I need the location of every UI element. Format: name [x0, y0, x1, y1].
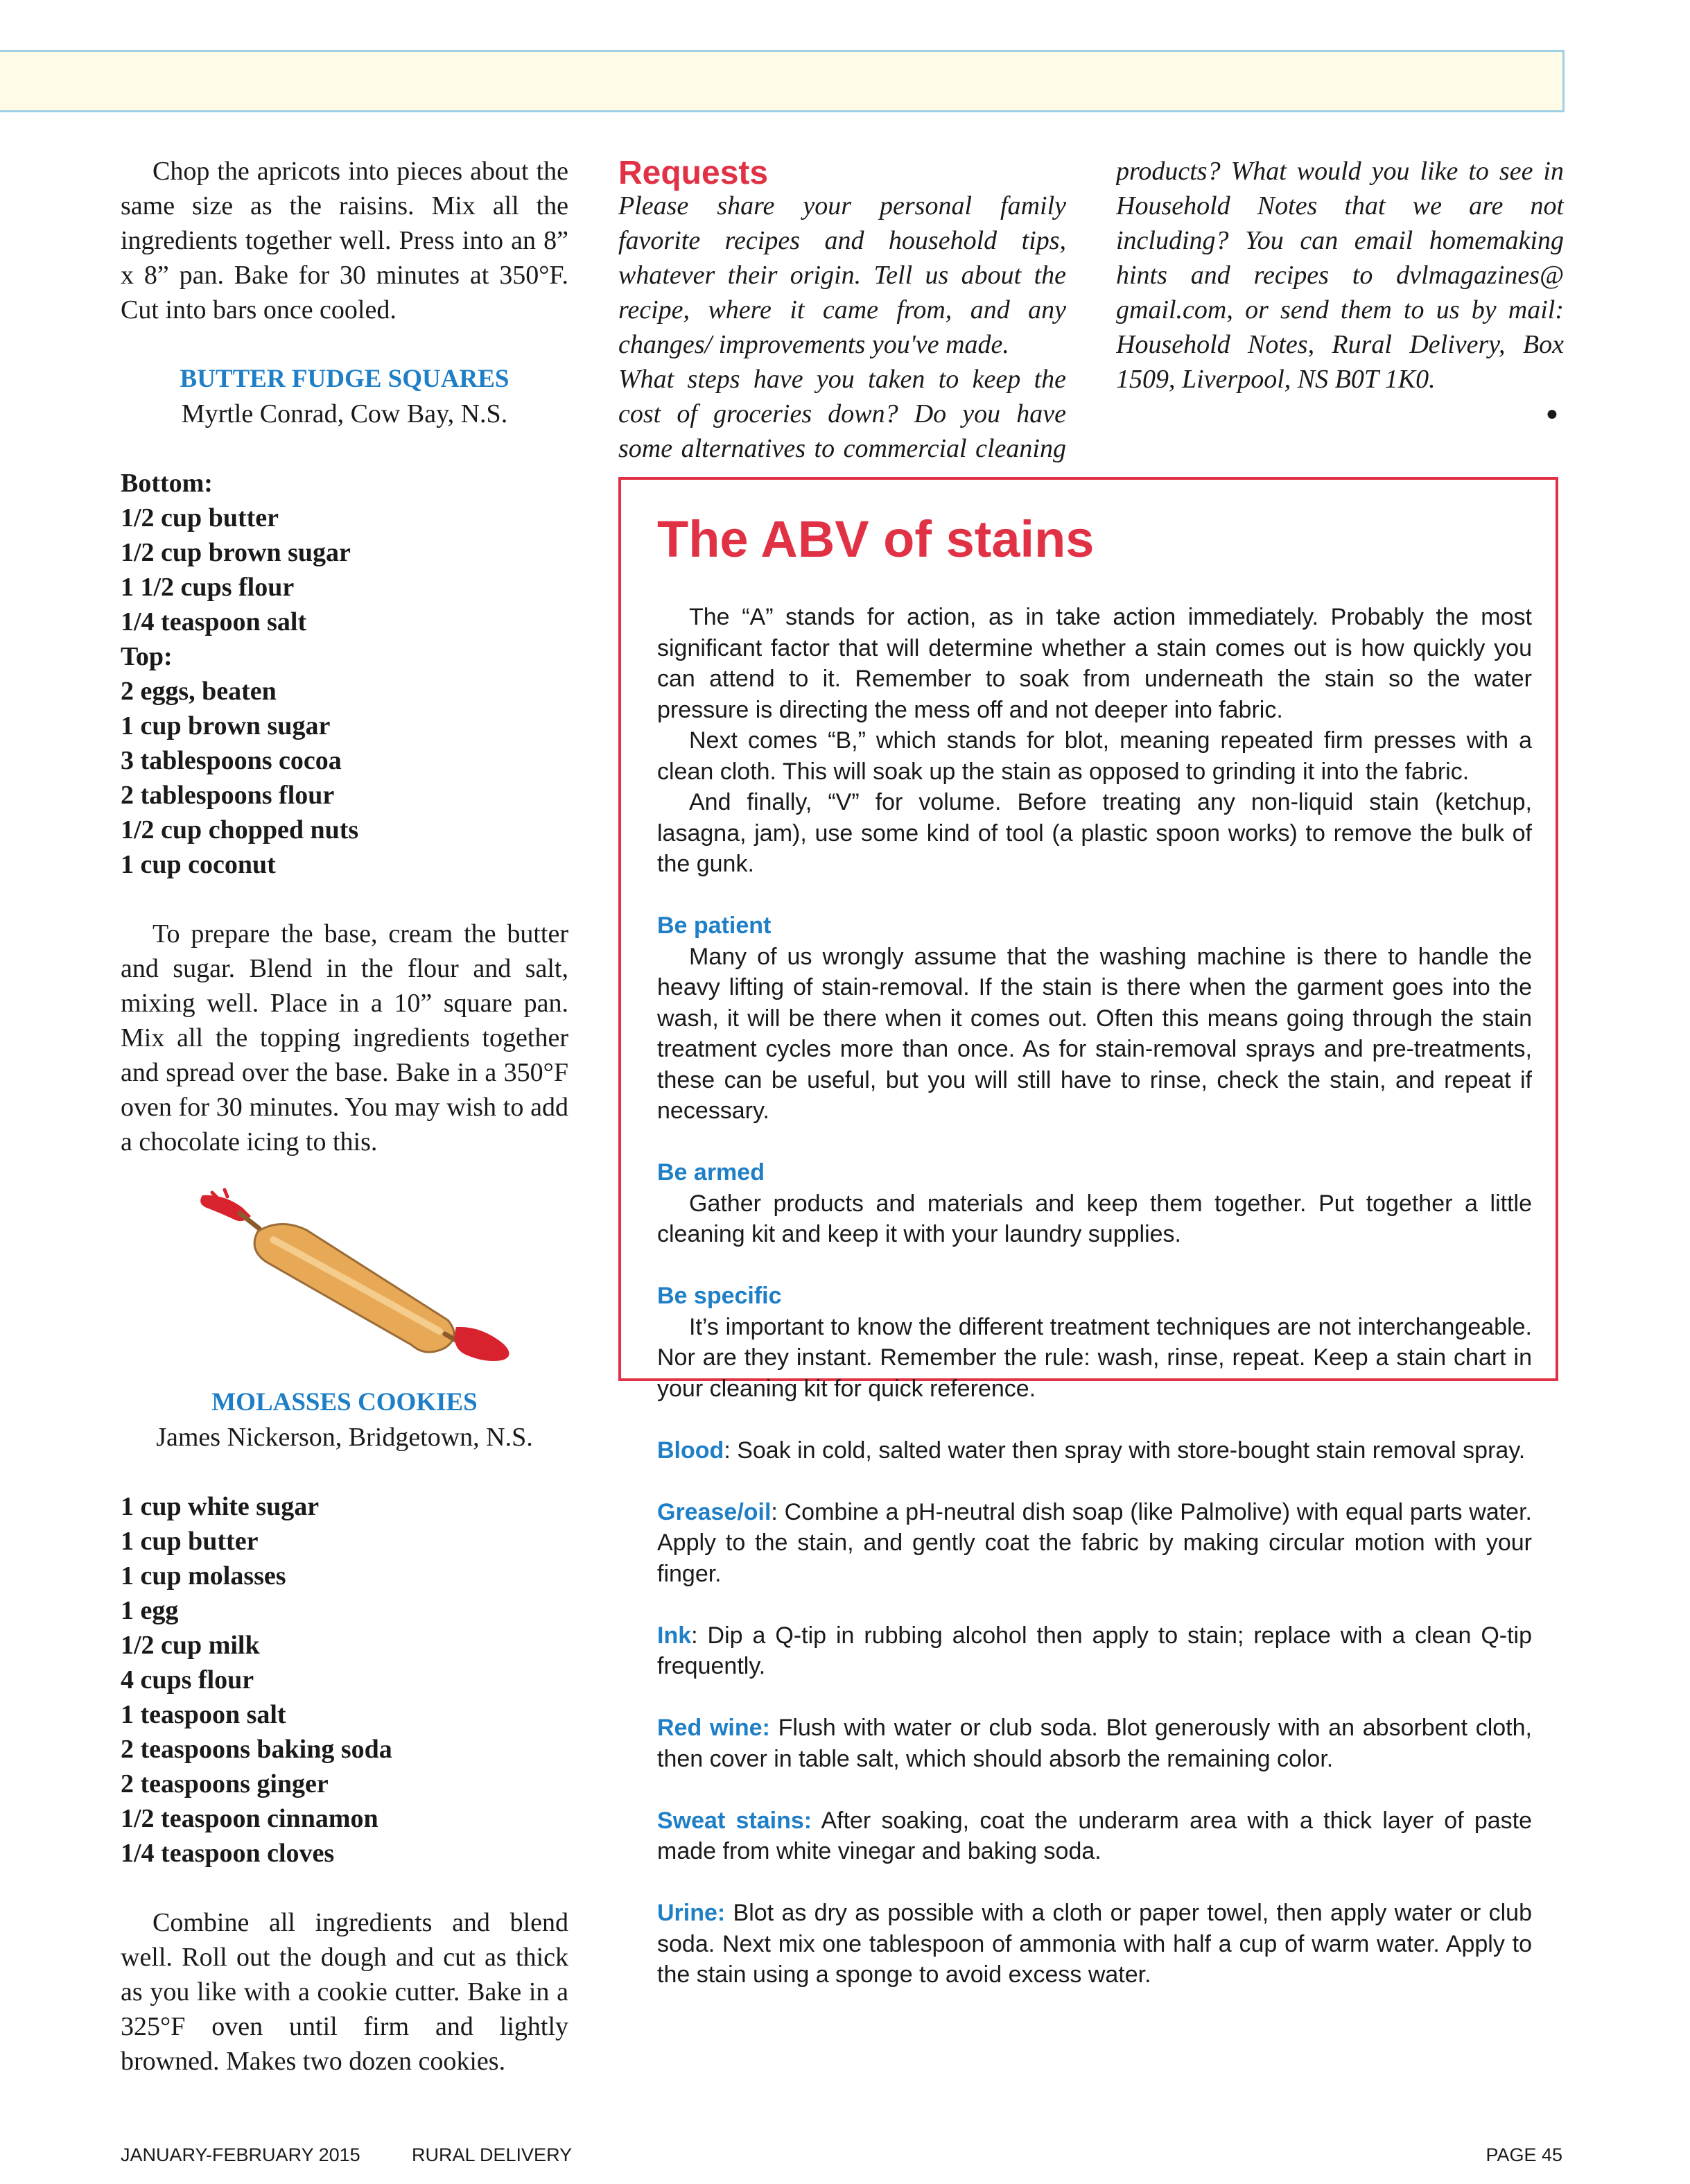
ingredient-item: 1 cup coconut	[121, 850, 276, 879]
recipe-title: BUTTER FUDGE SQUARES	[180, 365, 509, 393]
ingredient-item: 1/2 cup chopped nuts	[121, 815, 359, 844]
stain-label: Sweat stains:	[657, 1807, 812, 1834]
ingredient-item: 1/4 teaspoon salt	[121, 607, 307, 636]
ingredient-item: 1 cup brown sugar	[121, 711, 331, 740]
stain-label: Blood	[657, 1437, 724, 1464]
subheading: Be patient	[657, 912, 772, 939]
ingredient-item: 1/2 cup milk	[121, 1631, 260, 1660]
recipe-method: To prepare the base, cream the butter and sugar. Blend in the flour and salt, mixing well. Place in a 10” square pan. Mix all the topping ingredients together and spread over the base. Bake in a 350°F oven for 30 minutes. You may wish to add a chocolate icing to this.	[121, 919, 568, 1156]
stain-tip-red-wine: Red wine: Flush with water or club soda. Blot generously with an absorbent cloth, then cover in table salt, which should absorb the remaining color.	[657, 1715, 1532, 1772]
requests-paragraph: What steps have you taken to keep the cost of groceries down? Do you have some alternatives to commercial cleaning	[618, 365, 1066, 463]
stain-tip-sweat: Sweat stains: After soaking, coat the underarm area with a thick layer of paste made from white vinegar and baking soda.	[657, 1807, 1532, 1864]
ingredient-item: 1/4 teaspoon cloves	[121, 1839, 335, 1868]
recipe-instructions: Chop the apricots into pieces about the same size as the raisins. Mix all the ingredients together well. Press into an 8” x 8” pan. Bake for 30 minutes at 350°F. Cut into bars once cooled.	[121, 157, 568, 324]
ingredient-item: 1 cup white sugar	[121, 1492, 320, 1521]
requests-section	[618, 154, 1066, 466]
requests-continued-span: products? What would you like to see in Household Notes that we are not including? You can email homemaking hints and recipes to dvlmagazines@ gmail.com, or send them to us by mail: Household Notes, Rural Delivery, Box 1509, Liverpool, NS B0T 1K0.	[1116, 157, 1564, 394]
recipes-column	[121, 154, 568, 2079]
ingredient-item: 1 egg	[121, 1596, 179, 1625]
stain-label: Grease/oil	[657, 1498, 772, 1525]
ingredient-item: 2 teaspoons ginger	[121, 1769, 329, 1799]
requests-continuation	[1116, 154, 1564, 431]
ingredient-item: 1/2 cup butter	[121, 503, 279, 532]
ingredient-list	[121, 466, 568, 882]
article-paragraph: Many of us wrongly assume that the washing machine is there to handle the heavy lifting of stain-removal. If the stain is there when the garment goes into the wash, it will be there when it comes out. Often this means going through the stain treatment cycles more than once. As for stain-removal sprays and pre-treatments, these can be useful, but you will still have to rinse, check the stain, and repeat if necessary.	[657, 943, 1532, 1124]
stain-article-box	[618, 477, 1558, 1988]
ingredient-list	[121, 1489, 568, 1871]
stain-label: Urine:	[657, 1900, 726, 1926]
subheading: Be armed	[657, 1159, 765, 1186]
stain-tip-grease: Grease/oil: Combine a pH-neutral dish soap (like Palmolive) with equal parts water. Apply to the stain, and gently coat the fabric by making circular motion with your finger.	[657, 1498, 1532, 1587]
stain-label: Red wine:	[657, 1715, 770, 1741]
ingredient-item: 1 teaspoon salt	[121, 1700, 286, 1729]
ingredient-item: 4 cups flour	[121, 1665, 254, 1695]
ingredient-item: 3 tablespoons cocoa	[121, 746, 342, 775]
article-paragraph: It’s important to know the different treatment techniques are not interchangeable. Nor are they instant. Remember the rule: wash, rinse, repeat. Keep a stain chart in your cleaning kit for quick reference.	[657, 1313, 1532, 1402]
magazine-name: RURAL DELIVERY	[412, 2144, 573, 2165]
section-heading: Requests	[618, 155, 769, 191]
article-paragraph: Next comes “B,” which stands for blot, meaning repeated firm presses with a clean cloth. This will soak up the stain as opposed to grinding it into the fabric.	[657, 727, 1532, 785]
header-band	[0, 50, 1565, 112]
ingredient-item: 1/2 teaspoon cinnamon	[121, 1804, 378, 1833]
stain-label: Ink	[657, 1622, 692, 1649]
ingredient-item: 1 cup molasses	[121, 1561, 286, 1591]
ingredient-item: 1 1/2 cups flour	[121, 573, 295, 602]
article-paragraph: The “A” stands for action, as in take action immediately. Probably the most significant factor that will determine whether a stain comes out is how quickly you can attend to it. Remember to soak from underneath the stain so the water pressure is directing the mess off and not deeper into fabric.	[657, 604, 1532, 723]
ingredient-item: 2 tablespoons flour	[121, 781, 335, 810]
stain-tip-blood: Blood: Soak in cold, salted water then spray with store-bought stain removal spray.	[657, 1437, 1526, 1464]
ingredient-item: 1 cup butter	[121, 1527, 259, 1556]
requests-continued-text	[1116, 154, 1564, 431]
recipe-method: Combine all ingredients and blend well. Roll out the dough and cut as thick as you like with a cookie cutter. Bake in a 325°F oven until firm and lightly browned. Makes two dozen cookies.	[121, 1908, 568, 2076]
recipe-title: MOLASSES COOKIES	[211, 1388, 478, 1416]
page-number: PAGE 45	[1486, 2144, 1562, 2165]
article-paragraph: Gather products and materials and keep them together. Put together a little cleaning kit and keep it with your laundry supplies.	[657, 1190, 1532, 1247]
article-body	[657, 602, 1532, 1991]
ingredient-item: 2 teaspoons baking soda	[121, 1735, 392, 1764]
ingredient-item: Bottom:	[121, 469, 213, 498]
article-title: The ABV of stains	[657, 510, 1095, 568]
rolling-pin-icon	[176, 1173, 537, 1367]
ingredient-item: 2 eggs, beaten	[121, 677, 277, 706]
recipe-author: Myrtle Conrad, Cow Bay, N.S.	[181, 399, 508, 428]
stain-tip-ink: Ink: Dip a Q-tip in rubbing alcohol then apply to stain; replace with a clean Q-tip frequently.	[657, 1622, 1532, 1679]
recipe-author: James Nickerson, Bridgetown, N.S.	[156, 1423, 533, 1452]
stain-tip-urine: Urine: Blot as dry as possible with a cloth or paper towel, then apply water or club soda. Next mix one tablespoon of ammonia with half a cup of warm water. Apply to the stain using a sponge to avoid excess water.	[657, 1900, 1532, 1988]
end-mark: ●	[1545, 402, 1558, 425]
ingredient-item: 1/2 cup brown sugar	[121, 538, 351, 567]
requests-paragraph: Please share your personal family favorite recipes and household tips, whatever their origin. Tell us about the recipe, where it came from, and any changes/ improvements you've made.	[618, 191, 1066, 359]
issue-date: JANUARY-FEBRUARY 2015	[121, 2144, 360, 2165]
article-paragraph: And finally, “V” for volume. Before treating any non-liquid stain (ketchup, lasagna, jam), use some kind of tool (a plastic spoon works) to remove the bulk of the gunk.	[657, 789, 1532, 877]
subheading: Be specific	[657, 1283, 782, 1309]
ingredient-item: Top:	[121, 642, 173, 671]
